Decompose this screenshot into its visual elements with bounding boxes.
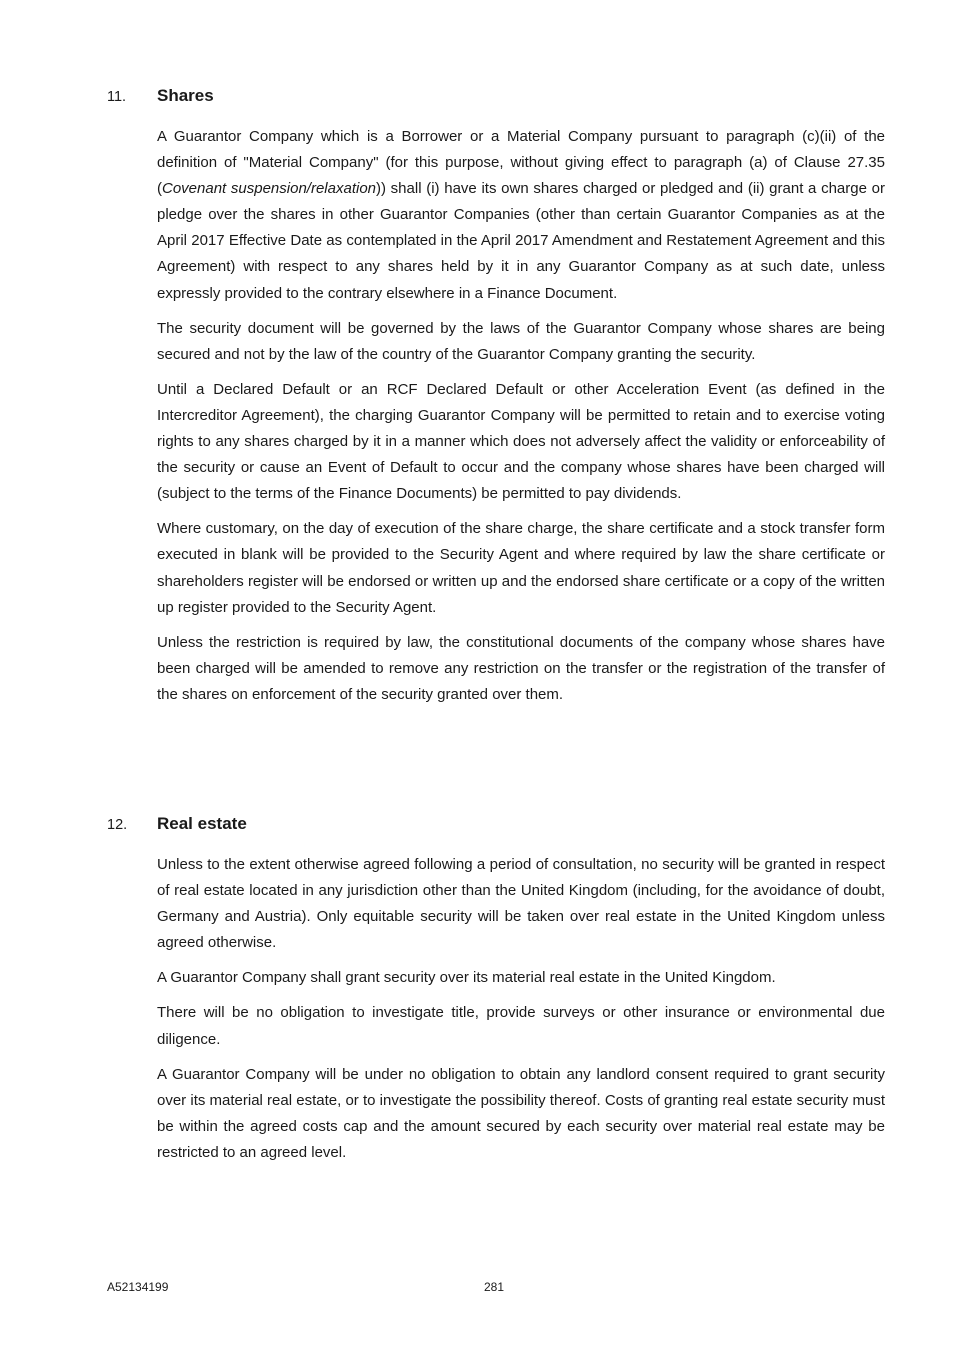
document-reference: A52134199 (107, 1280, 169, 1294)
clause-reference: Covenant suspension/relaxation (162, 180, 376, 198)
section-title: Shares (157, 86, 214, 105)
page-number: 281 (484, 1280, 505, 1294)
paragraph: Where customary, on the day of execution of the share charge, the share certificate and a stock transfer form executed in blank will be provided to the Security Agent and where required by law the share certificate or shareholders register will be endorsed or written up and the endorsed share certificate or a copy of the written up register provided to the Security Agent. (157, 520, 885, 616)
paragraph-text: A Guarantor Company which is a Borrower or a Material Company pursuant to paragraph (c)(ii) of the definition of "Material Company" (for this purpose, without giving effect to paragraph (a) of Clause 27.35 ( (157, 128, 885, 198)
section-shares (107, 86, 885, 717)
paragraph-text: )) shall (i) have its own shares charged or pledged and (ii) grant a charge or pledge over the shares in other Guarantor Companies (other than certain Guarantor Companies as at the April 2017 Effective Date as contemplated in the April 2017 Amendment and Restatement Agreement and this Agreement) with respect to any shares held by it in any Guarantor Company as at such date, unless expressly provided to the contrary elsewhere in a Finance Document. (157, 180, 885, 302)
paragraph: A Guarantor Company will be under no obligation to obtain any landlord consent required to grant security over its material real estate, or to investigate the possibility thereof. Costs of granting real estate security must be within the agreed costs cap and the amount secured by each security over material real estate may be restricted to an agreed level. (157, 1065, 885, 1161)
paragraph: Until a Declared Default or an RCF Declared Default or other Acceleration Event (as defined in the Intercreditor Agreement), the charging Guarantor Company will be permitted to retain and to exercise voting rights to any shares charged by it in a manner which does not adversely affect the validity or enforceability of the security or cause an Event of Default to occur and the company whose shares have been charged will (subject to the terms of the Finance Documents) be permitted to pay dividends. (157, 380, 885, 503)
section-heading (107, 814, 885, 838)
section-number: 11. (107, 89, 127, 105)
section-title: Real estate (157, 814, 247, 833)
section-number: 12. (107, 817, 128, 833)
paragraph (157, 124, 885, 307)
paragraph: Unless the restriction is required by law, the constitutional documents of the company whose shares have been charged will be amended to remove any restriction on the transfer or the registration of the transfer of the shares on enforcement of the security granted over them. (157, 633, 885, 703)
paragraph: Unless to the extent otherwise agreed following a period of consultation, no security will be granted in respect of real estate located in any jurisdiction other than the United Kingdom (including, for the avoidance of doubt, Germany and Austria). Only equitable security will be taken over real estate in the United Kingdom unless agreed otherwise. (157, 856, 885, 952)
section-real-estate (107, 814, 885, 1175)
section-heading (107, 86, 885, 110)
paragraph: A Guarantor Company shall grant security over its material real estate in the United Kingdom. (157, 969, 776, 987)
paragraph: The security document will be governed by the laws of the Guarantor Company whose shares are being secured and not by the law of the country of the Guarantor Company granting the security. (157, 319, 885, 363)
paragraph: There will be no obligation to investigate title, provide surveys or other insurance or environmental due diligence. (157, 1004, 885, 1048)
